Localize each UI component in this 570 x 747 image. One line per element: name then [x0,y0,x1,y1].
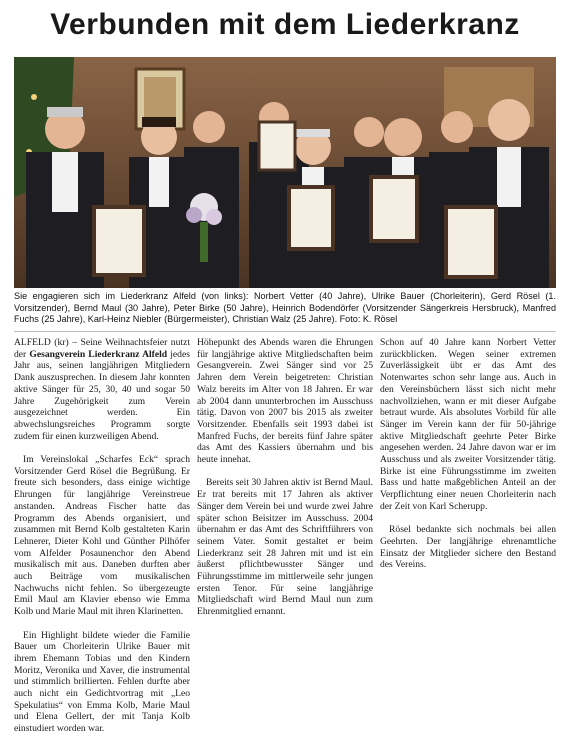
article-headline: Verbunden mit dem Liederkranz [50,8,520,41]
body-paragraph: Bereits seit 30 Jahren aktiv ist Bernd Maul. Er trat bereits mit 17 Jahren als aktiver Sänger dem Verein bei und wurde zwei Jahre später schon Beisitzer im Ausschuss. 2004 übernahm er das Amt des Schriftführers von seinem Vater. Somit gestaltet er beim Liederkranz seit 28 Jahren mit und ist ein äußerst pflichtbewusster Sänger und Führungsstimme im mittlerweile sehr jungen ersten Tenor. Für seine langjährige Mitgliedschaft wird Bernd Maul nun zum Ehrenmitglied ernannt. [197,477,373,618]
text-column-1 [14,337,190,747]
body-paragraph: Höhepunkt des Abends waren die Ehrungen für langjährige aktive Mitgliedschaften beim Gesangverein. Zwei Sänger sind vor 25 Jahren dem Verein beigetreten: Christian Walz bereits im Alter von 18 Jahren. Er war ab 2004 dann ununterbrochen im Ausschuss tätig. Davon von 2007 bis 2015 als zweiter Vorsitzender. Ebenfalls seit 1993 dabei ist Manfred Fuchs, der bereits fünf Jahre später das Amt des Kassiers übernahm und bis heute innehat. [197,337,373,466]
body-paragraph: Schon auf 40 Jahre kann Norbert Vetter zurückblicken. Wegen seiner extremen Zuverlässigkeit übt er das Amt des Notenwartes schon sehr lange aus. Auch in den Vereinsbüchern lässt sich nicht mehr nachvollziehen, wann er mit dieser Aufgabe betraut wurde. Als absolutes Vorbild für alle Sänger im Verein kann der für 50-jährige aktive Mitgliedschaft geehrte Peter Birke angesehen werden. 24 Jahre davon war er im Ausschuss und als zweiter Vorsitzender tätig. Birke ist eine Führungsstimme im zweiten Bass und hatte maßgeblichen Anteil an der Verpflichtung einer neuen Chorleiterin nach der Zeit von Karl Scherupp. [380,337,556,512]
intro-lead: ALFELD (kr) – Seine Weihnachtsfeier nutzt der [14,337,190,360]
photo-caption: Sie engagieren sich im Liederkranz Alfeld (von links): Norbert Vetter (40 Jahre), Ulrike Bauer (Chorleiterin), Gerd Rösel (1. Vorsitzender), Bernd Maul (30 Jahre), Peter Birke (50 Jahre), Heinrich Bodendörfer (Vorsitzender Sängerkreis Hersbruck), Manfred Fuchs (25 Jahre), Karl-Heinz Niebler (Bürgermeister), Christian Walz (25 Jahre). Foto: K. Rösel [14,291,556,325]
intro-bold-name: Gesangverein Liederkranz Alfeld [29,348,168,360]
body-paragraph: Rösel bedankte sich nochmals bei allen Geehrten. Der langjährige ehrenamtliche Einsatz der Mitglieder sichere den Bestand des Vereins. [380,524,556,571]
text-column-2 [197,337,373,630]
intro-rest: jedes Jahr aus, seinen langjährigen Mitgliedern Dank auszusprechen. In diesem Jahr konnten aktive Sänger für 25, 30, 40 und sogar 50 Jahre Zugehörigkeit zum Verein ausgezeichnet werden. Ein abwechslungsreiches Programm sorgte zudem für einen kurzweiligen Abend. [14,348,190,442]
body-paragraph: Im Vereinslokal „Scharfes Eck“ sprach Vorsitzender Gerd Rösel die Begrüßung. Er freute sich besonders, dass einige wichtige Ehrungen für langjährige Vereinstreue anstanden. Andreas Fischer hatte das Programm des Abends organisiert, und zusammen mit Bernd Kolb gestalteten Karin Lehnerer, Dieter Kohl und Günther Pilhöfer vom Alfelder Posaunenchor den Abend musikalisch mit aus. Daneben durften aber auch Beiträge vom musikalischen Nachwuchs nicht fehlen. So übergezeugte Emil Maul am Klavier ebenso wie Emma Kolb und Marie Maul mit ihren Klarinetten. [14,454,190,618]
group-photo [14,57,556,288]
group-photo-image [14,57,556,288]
caption-divider [14,331,556,332]
body-paragraph: Ein Highlight bildete wieder die Familie Bauer um Chorleiterin Ulrike Bauer mit ihrem Ehemann Tobias und den Kindern Moritz, Veronika und Xaver, die instrumental und stimmlich brillierten. Fehlen durfte aber auch nicht ein Gedichtvortrag mit „Leo Spekulatius“ von Emma Kolb, Marie Maul und Elena Gellert, der mit Tanja Kolb einstudiert worden war. [14,629,190,735]
text-column-3 [380,337,556,583]
body-paragraph-intro [14,337,190,442]
